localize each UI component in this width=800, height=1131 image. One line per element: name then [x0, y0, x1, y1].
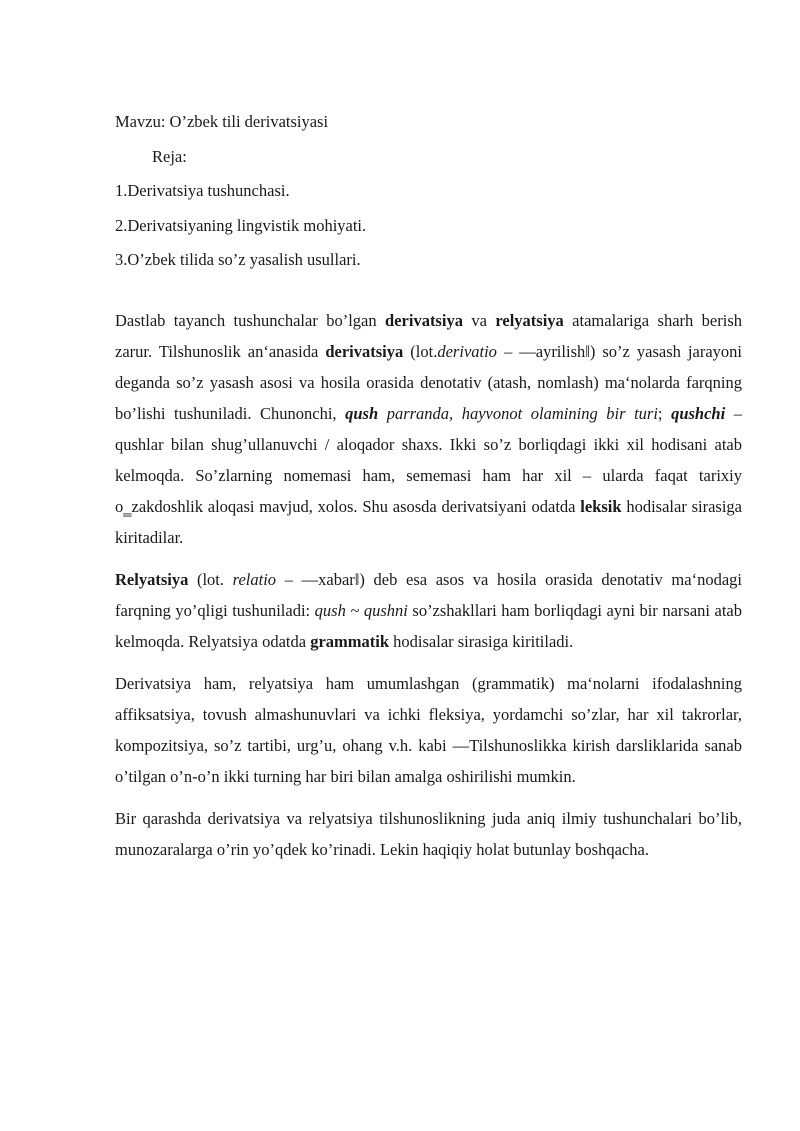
plan-item-3: 3.O’zbek tilida so’z yasalish usullari.	[115, 250, 361, 269]
plan-heading: Reja:	[152, 146, 187, 166]
document-page	[115, 110, 742, 876]
paragraph-umumlashgan: Derivatsiya ham, relyatsiya ham umumlashgan (grammatik) ma‘nolarni ifodalashning affiksatsiya, tovush almashunuvlari va ichki fleksiya, yordamchi so’zlar, har xil takrorlar, kompozitsiya, so’z tartibi, urg’u, ohang v.h. kabi ―Tilshunoslikka kirish darsliklarida sanab o’tilgan o’n-o’n ikki turning har biri bilan amalga oshirilishi mumkin.	[115, 673, 742, 786]
spacer	[115, 283, 742, 305]
plan-item-1: 1.Derivatsiya tushunchasi.	[115, 181, 290, 200]
page-title: Mavzu: O’zbek tili derivatsiyasi	[115, 112, 329, 131]
plan-item-2: 2.Derivatsiyaning lingvistik mohiyati.	[115, 215, 367, 235]
paragraph-xulosa: Bir qarashda derivatsiya va relyatsiya tilshunoslikning juda aniq ilmiy tushunchalari bo’lib, munozaralarga o’rin yo’qdek ko’rinadi. Lekin haqiqiy holat butunlay boshqacha.	[115, 808, 742, 859]
paragraph-derivatsiya: Dastlab tayanch tushunchalar bo’lgan derivatsiya va relyatsiya atamalariga sharh berish zarur. Tilshunoslik an‘anasida derivatsiya (lot.derivatio – ―ayrilish‖) so’z yasash jarayoni deganda so’z yasash asosi va hosila orasida denotativ (atash, nomlash) ma‘nolarda farqning bo’lishi tushuniladi. Chunonchi, qush parranda, hayvonot olamining bir turi; qushchi – qushlar bilan shug’ullanuvchi / aloqador shaxs. Ikki so’z borliqdagi ikki xil hodisani atab kelmoqda. So’zlarning nomemasi ham, sememasi ham har xil – ularda faqat tarixiy o‗zakdoshlik aloqasi mavjud, xolos. Shu asosda derivatsiyani odatda leksik hodisalar sirasiga kiritadilar.	[115, 310, 743, 547]
paragraph-relyatsiya: Relyatsiya (lot. relatio – ―xabar‖) deb esa asos va hosila orasida denotativ ma‘nodagi farqning yo’qligi tushuniladi: qush ~ qushni so’zshakllari ham borliqdagi ayni bir narsani atab kelmoqda. Relyatsiya odatda grammatik hodisalar sirasiga kiritiladi.	[115, 569, 743, 651]
